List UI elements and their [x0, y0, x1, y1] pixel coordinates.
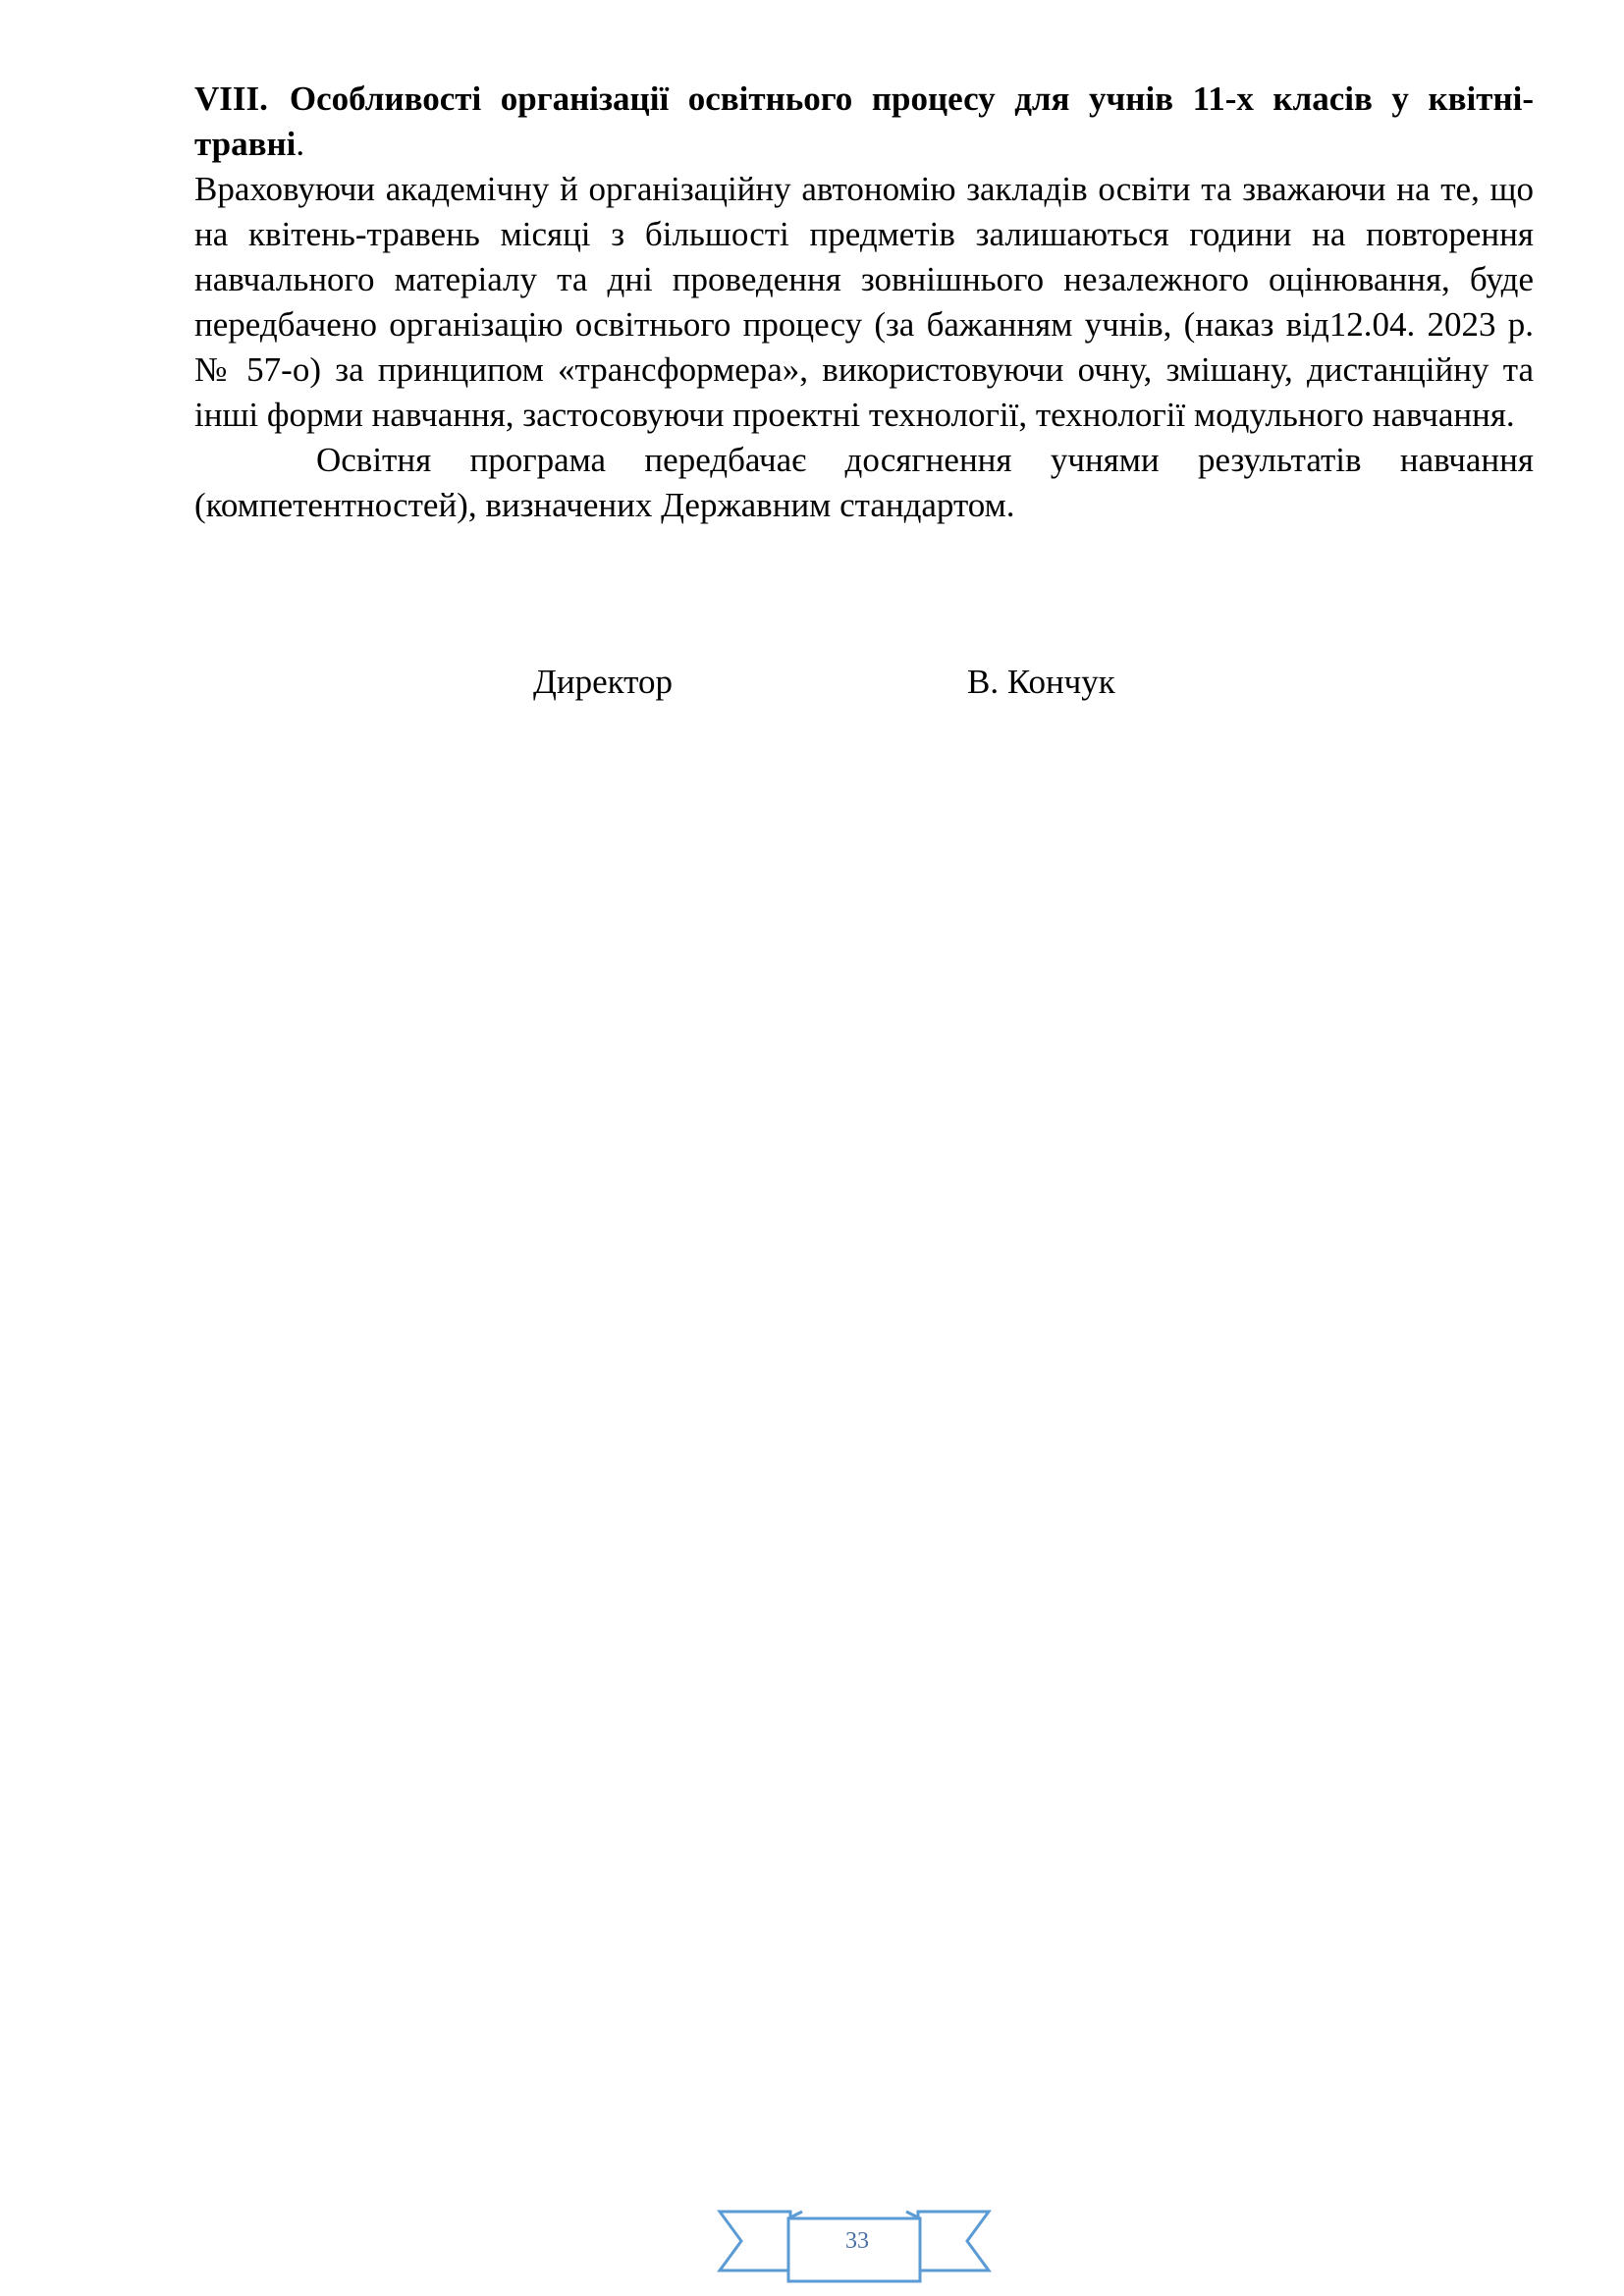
page-number: 33: [845, 2228, 869, 2254]
paragraph-1: Враховуючи академічну й організаційну автономію закладів освіти та зважаючи на те, що на квітень-травень місяці з більшості предметів залишаються години на повторення навчального матеріалу та дні проведення зовнішнього незалежного оцінювання, буде передбачено організацію освітнього процесу (за бажанням учнів, (наказ від12.04. 2023 р. № 57-о) за принципом «трансформера», використовуючи очну, змішану, дистанційну та інші форми навчання, застосовуючи проектні технології, технології модульного навчання.: [194, 170, 1534, 434]
document-body: [194, 77, 1534, 528]
signature-title: Директор: [533, 663, 674, 701]
section-number: VIII.: [194, 80, 268, 118]
paragraph-2: Освітня програма передбачає досягнення учнями результатів навчання (компетентностей), визначених Державним стандартом.: [194, 441, 1534, 524]
section-title: Особливості організації освітнього процесу для учнів 11-х класів у квітні-травні: [194, 80, 1534, 163]
section-heading: [194, 77, 1534, 167]
section-title-period: .: [296, 125, 305, 163]
signature-name: В. Кончук: [967, 663, 1115, 701]
signature-block: [0, 660, 1624, 709]
